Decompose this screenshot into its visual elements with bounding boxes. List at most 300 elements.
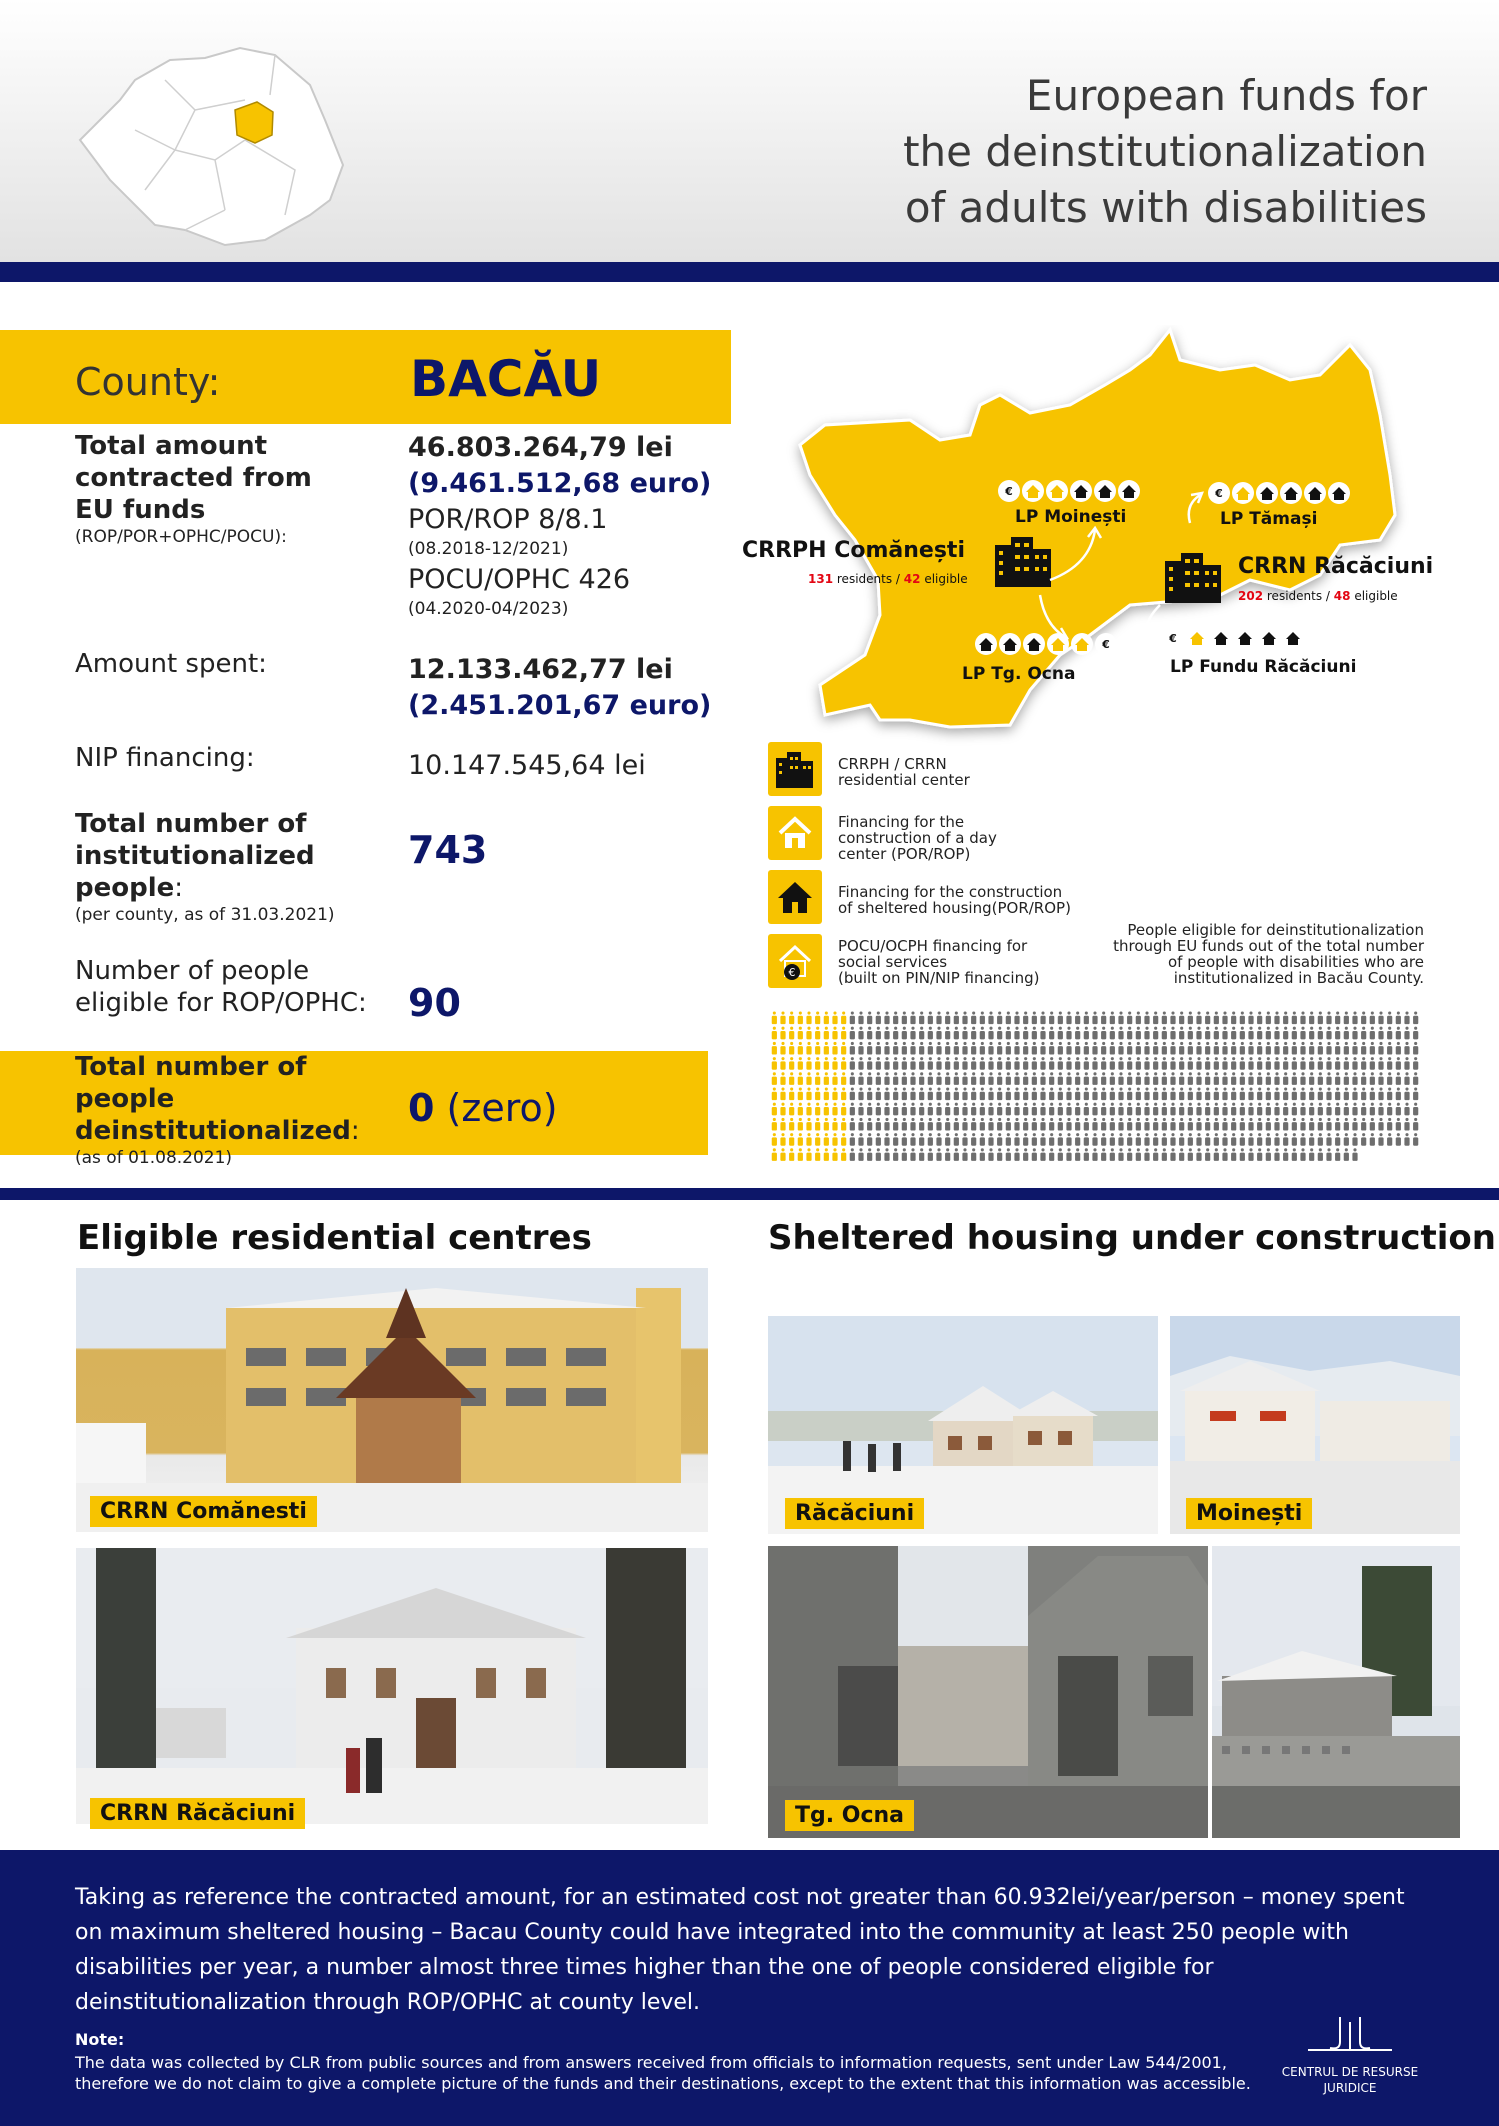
person-icon: [1162, 1133, 1167, 1146]
person-icon: [962, 1148, 967, 1161]
person-icon: [1222, 1011, 1227, 1024]
person-icon: [1032, 1072, 1037, 1085]
person-icon: [1049, 1087, 1054, 1100]
person-icon: [1066, 1027, 1071, 1040]
person-icon: [1040, 1133, 1045, 1146]
person-icon: [1240, 1118, 1245, 1131]
person-icon: [824, 1118, 829, 1131]
person-icon: [997, 1072, 1002, 1085]
person-icon: [1058, 1027, 1063, 1040]
sheltered-house-icon: [1118, 480, 1140, 502]
photo-caption: CRRN Comănesti: [90, 1496, 317, 1527]
person-icon: [1014, 1027, 1019, 1040]
person-icon: [1344, 1087, 1349, 1100]
sheltered-house-icon: [768, 870, 822, 924]
person-icon: [858, 1148, 863, 1161]
person-icon: [1153, 1148, 1158, 1161]
person-icon: [780, 1072, 785, 1085]
person-icon: [1326, 1103, 1331, 1116]
person-icon: [1092, 1011, 1097, 1024]
person-icon: [902, 1087, 907, 1100]
person-icon: [1335, 1087, 1340, 1100]
person-icon: [1170, 1011, 1175, 1024]
person-icon: [954, 1087, 959, 1100]
person-icon: [1413, 1087, 1418, 1100]
person-icon: [1058, 1057, 1063, 1070]
person-icon: [1188, 1027, 1193, 1040]
title-line: European funds for: [1025, 71, 1427, 120]
person-icon: [1066, 1072, 1071, 1085]
person-icon: [772, 1011, 777, 1024]
person-icon: [876, 1087, 881, 1100]
person-icon: [919, 1072, 924, 1085]
person-icon: [1292, 1087, 1297, 1100]
person-icon: [789, 1027, 794, 1040]
person-icon: [1084, 1042, 1089, 1055]
person-icon: [893, 1133, 898, 1146]
person-icon: [1266, 1027, 1271, 1040]
person-icon: [1240, 1148, 1245, 1161]
person-icon: [1014, 1057, 1019, 1070]
svg-text:€: €: [788, 966, 796, 979]
person-icon: [1014, 1072, 1019, 1085]
person-icon: [884, 1087, 889, 1100]
person-icon: [1283, 1103, 1288, 1116]
person-icon: [1344, 1133, 1349, 1146]
center-name: CRRPH Comănești: [742, 538, 965, 563]
person-icon: [1248, 1133, 1253, 1146]
person-icon: [997, 1042, 1002, 1055]
person-icon: [841, 1103, 846, 1116]
total-contracted-lei: 46.803.264,79 lei: [408, 432, 673, 463]
person-icon: [884, 1148, 889, 1161]
person-icon: [824, 1057, 829, 1070]
person-icon: [1032, 1042, 1037, 1055]
person-icon: [1326, 1087, 1331, 1100]
center-stats: 202 residents / 48 eligible: [1238, 589, 1398, 603]
clr-logo-icon: [1300, 2012, 1400, 2062]
person-icon: [798, 1042, 803, 1055]
person-icon: [884, 1072, 889, 1085]
person-icon: [936, 1148, 941, 1161]
person-icon: [1058, 1133, 1063, 1146]
person-icon: [945, 1057, 950, 1070]
person-icon: [1040, 1118, 1045, 1131]
person-icon: [936, 1118, 941, 1131]
person-icon: [1257, 1057, 1262, 1070]
person-icon: [1049, 1027, 1054, 1040]
person-icon: [1396, 1042, 1401, 1055]
person-icon: [1292, 1133, 1297, 1146]
person-icon: [1222, 1118, 1227, 1131]
person-icon: [1118, 1042, 1123, 1055]
person-icon: [1084, 1027, 1089, 1040]
person-icon: [1006, 1027, 1011, 1040]
person-icon: [980, 1027, 985, 1040]
day-center-house-icon: [1186, 627, 1208, 649]
person-icon: [1361, 1133, 1366, 1146]
person-icon: [1101, 1118, 1106, 1131]
person-icon: [997, 1103, 1002, 1116]
person-icon: [1006, 1133, 1011, 1146]
person-icon: [1274, 1072, 1279, 1085]
eligible-value: 90: [408, 981, 461, 1025]
person-icon: [1179, 1072, 1184, 1085]
person-icon: [1413, 1027, 1418, 1040]
person-icon: [1092, 1103, 1097, 1116]
person-icon: [1179, 1057, 1184, 1070]
person-icon: [1110, 1027, 1115, 1040]
person-icon: [789, 1072, 794, 1085]
person-icon: [1300, 1103, 1305, 1116]
person-icon: [1344, 1057, 1349, 1070]
person-icon: [1352, 1057, 1357, 1070]
person-icon: [1274, 1148, 1279, 1161]
spent-euro: (2.451.201,67 euro): [408, 690, 712, 721]
person-icon: [1136, 1118, 1141, 1131]
person-icon: [1404, 1057, 1409, 1070]
person-icon: [1040, 1042, 1045, 1055]
person-icon: [815, 1087, 820, 1100]
person-icon: [1032, 1027, 1037, 1040]
person-icon: [1014, 1148, 1019, 1161]
person-icon: [1404, 1133, 1409, 1146]
person-icon: [1378, 1011, 1383, 1024]
person-icon: [954, 1011, 959, 1024]
person-icon: [1370, 1011, 1375, 1024]
person-icon: [876, 1118, 881, 1131]
person-icon: [1040, 1103, 1045, 1116]
person-icon: [798, 1133, 803, 1146]
person-icon: [1092, 1057, 1097, 1070]
person-icon: [1326, 1118, 1331, 1131]
person-icon: [1370, 1072, 1375, 1085]
person-icon: [1352, 1072, 1357, 1085]
person-icon: [1205, 1118, 1210, 1131]
svg-text:€: €: [1169, 632, 1177, 645]
person-icon: [1222, 1027, 1227, 1040]
person-icon: [1214, 1118, 1219, 1131]
person-icon: [1136, 1011, 1141, 1024]
title-line: the deinstitutionalization: [903, 127, 1427, 176]
person-icon: [1214, 1072, 1219, 1085]
euro-house-icon: [768, 934, 822, 988]
person-icon: [1257, 1118, 1262, 1131]
person-icon: [910, 1072, 915, 1085]
person-icon: [780, 1042, 785, 1055]
person-icon: [1040, 1011, 1045, 1024]
person-icon: [1040, 1072, 1045, 1085]
person-icon: [954, 1057, 959, 1070]
photo-crrn-comanesti: [76, 1268, 708, 1532]
person-icon: [1248, 1118, 1253, 1131]
person-icon: [1300, 1087, 1305, 1100]
person-icon: [1014, 1087, 1019, 1100]
person-icon: [1378, 1072, 1383, 1085]
person-icon: [1006, 1011, 1011, 1024]
person-icon: [1092, 1072, 1097, 1085]
person-icon: [780, 1118, 785, 1131]
person-icon: [997, 1027, 1002, 1040]
person-icon: [1170, 1087, 1175, 1100]
person-icon: [1240, 1072, 1245, 1085]
person-icon: [780, 1087, 785, 1100]
person-icon: [1222, 1133, 1227, 1146]
sheltered-house-icon: [1234, 627, 1256, 649]
person-icon: [798, 1148, 803, 1161]
person-icon: [997, 1148, 1002, 1161]
person-icon: [1179, 1133, 1184, 1146]
person-icon: [1283, 1027, 1288, 1040]
person-icon: [1023, 1148, 1028, 1161]
person-icon: [1257, 1087, 1262, 1100]
person-icon: [858, 1072, 863, 1085]
person-icon: [1170, 1042, 1175, 1055]
person-icon: [1075, 1072, 1080, 1085]
person-icon: [1110, 1118, 1115, 1131]
person-icon: [988, 1057, 993, 1070]
person-icon: [1248, 1148, 1253, 1161]
person-icon: [1066, 1118, 1071, 1131]
person-icon: [841, 1087, 846, 1100]
person-icon: [858, 1133, 863, 1146]
person-icon: [1136, 1133, 1141, 1146]
person-icon: [858, 1118, 863, 1131]
person-icon: [954, 1042, 959, 1055]
person-icon: [893, 1148, 898, 1161]
person-icon: [1196, 1133, 1201, 1146]
person-icon: [1292, 1148, 1297, 1161]
note-title: Note:: [75, 2030, 125, 2049]
person-icon: [1127, 1072, 1132, 1085]
person-icon: [980, 1087, 985, 1100]
sheltered-house-icon: [1282, 627, 1304, 649]
person-icon: [1231, 1027, 1236, 1040]
person-icon: [971, 1133, 976, 1146]
person-icon: [806, 1042, 811, 1055]
person-icon: [1274, 1027, 1279, 1040]
person-icon: [1404, 1042, 1409, 1055]
person-icon: [789, 1133, 794, 1146]
person-icon: [850, 1057, 855, 1070]
person-icon: [1205, 1057, 1210, 1070]
person-icon: [962, 1027, 967, 1040]
person-icon: [1361, 1042, 1366, 1055]
person-icon: [1283, 1087, 1288, 1100]
euro-house-icon: [998, 480, 1020, 502]
person-icon: [971, 1103, 976, 1116]
person-icon: [1075, 1103, 1080, 1116]
housing-label: LP Tămași: [1220, 509, 1318, 529]
person-icon: [1006, 1087, 1011, 1100]
person-icon: [1257, 1011, 1262, 1024]
person-icon: [1058, 1087, 1063, 1100]
person-icon: [1153, 1103, 1158, 1116]
person-icon: [806, 1103, 811, 1116]
person-icon: [789, 1042, 794, 1055]
person-icon: [962, 1072, 967, 1085]
person-icon: [1032, 1148, 1037, 1161]
person-icon: [1231, 1103, 1236, 1116]
person-icon: [798, 1118, 803, 1131]
person-icon: [1188, 1148, 1193, 1161]
sheltered-house-icon: [1304, 482, 1326, 504]
person-icon: [962, 1011, 967, 1024]
person-icon: [1318, 1057, 1323, 1070]
person-icon: [876, 1057, 881, 1070]
person-icon: [980, 1133, 985, 1146]
person-icon: [1283, 1118, 1288, 1131]
person-icon: [1335, 1042, 1340, 1055]
person-icon: [1335, 1118, 1340, 1131]
person-icon: [1066, 1057, 1071, 1070]
housing-label: LP Tg. Ocna: [962, 664, 1076, 684]
person-icon: [1352, 1042, 1357, 1055]
person-icon: [988, 1042, 993, 1055]
romania-map: [75, 40, 355, 250]
person-icon: [1214, 1057, 1219, 1070]
person-icon: [1205, 1103, 1210, 1116]
person-icon: [1188, 1011, 1193, 1024]
person-icon: [850, 1133, 855, 1146]
day-center-house-icon: [1232, 482, 1254, 504]
person-icon: [1300, 1148, 1305, 1161]
person-icon: [824, 1042, 829, 1055]
person-icon: [893, 1027, 898, 1040]
person-icon: [1092, 1027, 1097, 1040]
person-icon: [1240, 1103, 1245, 1116]
person-icon: [919, 1118, 924, 1131]
person-icon: [997, 1011, 1002, 1024]
person-icon: [1266, 1133, 1271, 1146]
person-icon: [919, 1042, 924, 1055]
person-icon: [902, 1072, 907, 1085]
person-icon: [1318, 1027, 1323, 1040]
person-icon: [1014, 1042, 1019, 1055]
sheltered-house-icon: [1070, 480, 1092, 502]
person-icon: [832, 1103, 837, 1116]
person-icon: [1075, 1133, 1080, 1146]
person-icon: [806, 1027, 811, 1040]
person-icon: [841, 1148, 846, 1161]
person-icon: [1378, 1133, 1383, 1146]
person-icon: [971, 1042, 976, 1055]
sheltered-house-icon: [1094, 480, 1116, 502]
person-icon: [1118, 1103, 1123, 1116]
person-icon: [1248, 1103, 1253, 1116]
person-icon: [980, 1011, 985, 1024]
photo-housing-extra: [1212, 1546, 1460, 1838]
person-icon: [1335, 1072, 1340, 1085]
person-icon: [1023, 1133, 1028, 1146]
person-icon: [1188, 1133, 1193, 1146]
person-icon: [1179, 1011, 1184, 1024]
person-icon: [1049, 1148, 1054, 1161]
person-icon: [1092, 1042, 1097, 1055]
person-icon: [988, 1148, 993, 1161]
person-icon: [902, 1103, 907, 1116]
person-icon: [1101, 1087, 1106, 1100]
nip-value: 10.147.545,64 lei: [408, 750, 646, 781]
person-icon: [1144, 1072, 1149, 1085]
person-icon: [1040, 1057, 1045, 1070]
total-contracted-label: Total amount contracted from EU funds (ROP/POR+OPHC/POCU):: [75, 430, 355, 548]
person-icon: [902, 1133, 907, 1146]
person-icon: [1370, 1133, 1375, 1146]
person-icon: [1136, 1087, 1141, 1100]
person-icon: [1023, 1042, 1028, 1055]
person-icon: [1231, 1072, 1236, 1085]
person-icon: [1092, 1087, 1097, 1100]
person-icon: [1370, 1087, 1375, 1100]
person-icon: [893, 1057, 898, 1070]
person-icon: [1370, 1027, 1375, 1040]
person-icon: [1023, 1011, 1028, 1024]
person-icon: [1396, 1027, 1401, 1040]
person-icon: [1153, 1087, 1158, 1100]
person-icon: [832, 1087, 837, 1100]
person-icon: [1188, 1103, 1193, 1116]
person-icon: [1309, 1148, 1314, 1161]
person-icon: [919, 1087, 924, 1100]
person-icon: [980, 1057, 985, 1070]
person-icon: [1170, 1148, 1175, 1161]
person-icon: [928, 1042, 933, 1055]
person-icon: [1370, 1057, 1375, 1070]
person-icon: [954, 1027, 959, 1040]
person-icon: [910, 1148, 915, 1161]
person-icon: [798, 1027, 803, 1040]
person-icon: [1101, 1148, 1106, 1161]
person-icon: [1240, 1087, 1245, 1100]
person-icon: [910, 1011, 915, 1024]
person-icon: [936, 1042, 941, 1055]
person-icon: [1006, 1042, 1011, 1055]
person-icon: [962, 1103, 967, 1116]
person-icon: [1387, 1103, 1392, 1116]
person-icon: [1049, 1103, 1054, 1116]
day-center-house-icon: [1071, 633, 1093, 655]
person-icon: [1283, 1011, 1288, 1024]
person-icon: [962, 1042, 967, 1055]
person-icon: [1344, 1148, 1349, 1161]
photo-caption: Tg. Ocna: [785, 1800, 914, 1831]
person-icon: [1326, 1027, 1331, 1040]
person-icon: [815, 1148, 820, 1161]
sheltered-house-icon: [1258, 627, 1280, 649]
person-icon: [1404, 1072, 1409, 1085]
person-icon: [1127, 1011, 1132, 1024]
person-icon: [858, 1027, 863, 1040]
person-icon: [1066, 1011, 1071, 1024]
person-icon: [1153, 1027, 1158, 1040]
person-icon: [1214, 1133, 1219, 1146]
person-icon: [1023, 1027, 1028, 1040]
person-icon: [1214, 1103, 1219, 1116]
person-icon: [1387, 1042, 1392, 1055]
person-icon: [1023, 1072, 1028, 1085]
person-icon: [1144, 1011, 1149, 1024]
person-icon: [945, 1118, 950, 1131]
person-icon: [902, 1027, 907, 1040]
person-icon: [1006, 1103, 1011, 1116]
person-icon: [1049, 1057, 1054, 1070]
infographic-page: European funds for the deinstitutionalization of adults with disabilities County: BACĂU Total amount contracted from EU funds (ROP/POR+OPHC/POCU): 46.803.264,79 lei (9.461.512,68 euro) POR/ROP 8/8.1 (08.2018-12/2021) POCU/OPHC 426 (04.2020-04/2023) Amount spent: 12.133.462,77 lei (2.451.201,67 euro) NIP financing: 10.147.545,64 lei Total number of institutionalized people: (per county, as of 31.03.2021) 743 Number of people eligible for ROP/OPHC: 90 Total number of people deinstitutionalized: (as of 01.08.2021) 0 (zero) CRRPH Comănești 131 residents / 42 eligible CRRN Răcăciuni 202 residents / 48 eligible € € € € LP Moinești LP Tămași LP Tg. Ocna LP Fundu Răcăciuni CRRPH / CRRN residential center Financing for the construction of a day center (POR/ROP) Financing for the construction of sheltered housing(POR/ROP) € POCU/OCPH financing for social services (built on PIN/NIP financing) People eligible for deinstitutionalization through EU funds out of the total number of people with disabilities who are institutionalized in Bacău County. Eligible residential centres Sheltered housing under construction CRRN Comănesti CRRN Răcăciuni Răcăciuni Moinești Tg. Ocna Taking as reference the contracted amount, for an estimated cost not greater than 60.932lei/year/person – money spent on maximum sheltered housing – Bacau County could have integrated into the community at least 250 people with disabilities per year, a number almost three times higher than the one of people considered eligible for deinstitutionalization through ROP/OPHC at county level. Note: The data was collected by CLR from public sources and from answers received from officials to information requests, sent under Law 544/2001, therefore we do not claim to give a complete picture of the funds and their destinations, except to the extent that this information was accessible. CENTRUL DE RESURSE JURIDICE: [0, 0, 1499, 2126]
person-icon: [841, 1011, 846, 1024]
person-icon: [1144, 1027, 1149, 1040]
person-icon: [780, 1148, 785, 1161]
person-icon: [832, 1042, 837, 1055]
